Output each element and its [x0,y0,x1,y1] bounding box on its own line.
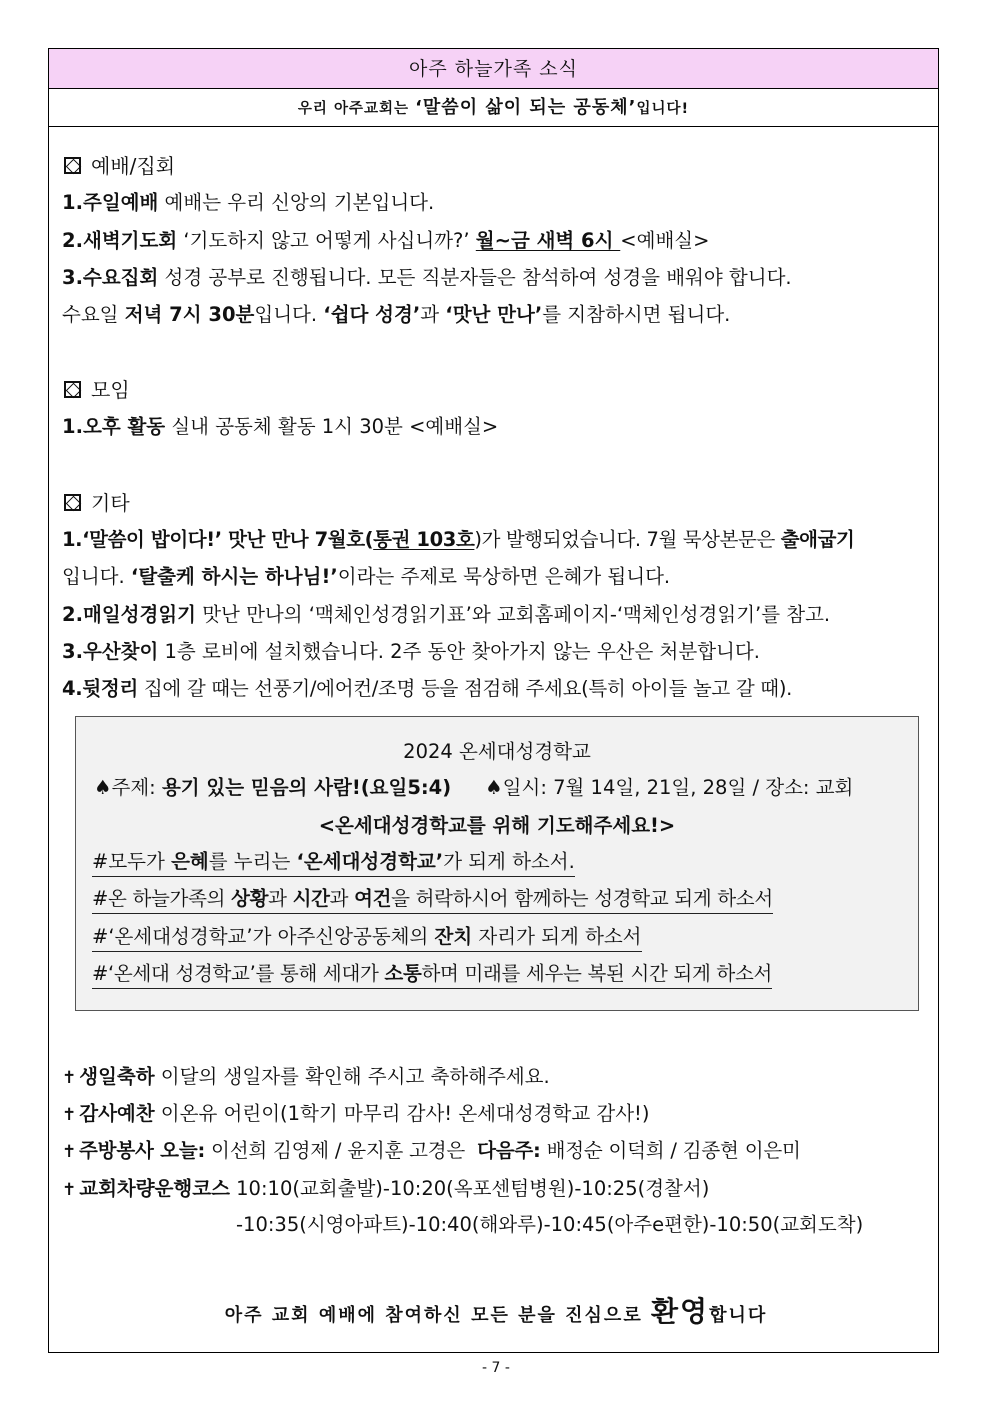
section-marker-icon [64,157,81,174]
book-name: 출애굽기 [780,528,855,551]
notice-text: 이달의 생일자를 확인해 주시고 축하해주세요. [154,1065,550,1088]
cross-icon: ✝ [62,1180,77,1200]
prayer-keyword: ‘온세대성경학교’ [296,850,444,873]
item-text: ‘기도하지 않고 어떻게 사십니까?’ [177,229,476,252]
text-part: 을 허락하시어 함께하는 성경학교 되게 하소서 [391,887,773,910]
prayer-keyword: 여건 [354,887,392,910]
prayer-keyword: 은혜 [171,850,209,873]
item-text: 맛난 만나의 ‘맥체인성경읽기표’와 교회홈페이지-‘맥체인성경읽기’를 참고. [196,603,831,626]
section-heading-label: 예배/집회 [91,154,176,178]
item-text: 1층 로비에 설치했습니다. 2주 동안 찾아가지 않는 우산은 처분합니다. [158,640,760,663]
item-text: 집에 갈 때는 선풍기/에어컨/조명 등을 점검해 주세요(특히 아이들 놀고 갈 때). [138,677,793,700]
etc-item-umbrella [62,638,760,666]
theme-label: ♠주제: [94,776,162,799]
prayer-keyword: 상황 [231,887,269,910]
item-text: 성경 공부로 진행됩니다. 모든 직분자들은 참석하여 성경을 배워야 합니다. [158,266,792,289]
item-label: 4.뒷정리 [62,677,138,700]
item-label: 2.새벽기도회 [62,229,178,252]
gathering-item-afternoon [62,413,498,441]
worship-item-wednesday [62,264,792,292]
text-part: #‘온세대 성경학교’를 통해 세대가 [92,962,385,985]
notice-label: 교회차량운행코스 [79,1177,230,1200]
text-part: #‘온세대성경학교’가 아주신앙공동체의 [92,925,435,948]
prayer-item [92,923,642,952]
church-motto [49,89,938,127]
text-part: 이라는 주제로 묵상하면 은혜가 됩니다. [337,565,671,588]
item-location: <예배실> [620,229,710,252]
notice-label: 생일축하 [79,1065,155,1088]
bible-school-info [76,774,918,802]
notice-birthday [62,1063,550,1092]
meditation-theme: ‘탈출케 하시는 하나님!’ [130,565,338,588]
item-label: 3.수요집회 [62,266,159,289]
text-part: 과 [329,887,355,910]
closing-welcome [0,1290,992,1330]
section-marker-icon [64,381,81,398]
text-part: 가 되게 하소서. [443,850,575,873]
worship-item-dawn [62,227,709,255]
notice-label: 다음주: [477,1139,541,1162]
text-part: 입니다. [254,303,324,326]
newsletter-title: 아주 하늘가족 소식 [49,49,938,89]
notice-label: 주방봉사 오늘: [79,1139,206,1162]
closing-text: 합니다 [709,1305,768,1326]
text-part: 를 누리는 [208,850,297,873]
text-part: 과 [268,887,293,910]
notice-text: 배정순 이덕희 / 김종현 이은미 [540,1139,801,1162]
closing-text: 아주 교회 예배에 참여하신 모든 분을 진심으로 [224,1305,651,1326]
dawn-schedule: 월~금 새벽 6시 [475,229,621,252]
prayer-keyword: 잔치 [434,925,473,948]
section-heading-worship [62,152,175,180]
cross-icon: ✝ [62,1105,77,1125]
prayer-keyword: 소통 [384,962,422,985]
text-part: #온 하늘가족의 [92,887,232,910]
text-part: #모두가 [92,850,172,873]
notice-text: 이온유 어린이(1학기 마무리 감사! 온세대성경학교 감사!) [154,1102,650,1125]
text-part: 수요일 [62,303,125,326]
notice-text: 10:10(교회출발)-10:20(옥포센텀병원)-10:25(경찰서) [229,1177,710,1200]
worship-item-sunday [62,189,434,217]
notice-label: 감사예찬 [79,1102,155,1125]
item-label: 3.우산찾이 [62,640,159,663]
item-label: 1.‘말씀이 밥이다!’ 맛난 만나 7월호( [62,528,374,551]
closing-emphasis: 환영 [650,1295,710,1328]
cross-icon: ✝ [62,1068,77,1088]
notice-thanks [62,1100,649,1129]
text-part: 과 [420,303,446,326]
item-text: )가 발행되었습니다. 7월 묵상본문은 [474,528,781,551]
item-text: 실내 공동체 활동 1시 30분 <예배실> [165,415,499,438]
wednesday-time: 저녁 7시 30분 [124,303,255,326]
motto-main: ‘말씀이 삶이 되는 공동체’ [415,97,637,118]
issue-volume: 통권 103호 [373,528,475,551]
prayer-item [92,848,575,877]
bible-school-theme: 용기 있는 믿음의 사람!(요일5:4) [161,776,452,799]
section-marker-icon [64,494,81,511]
section-heading-label: 기타 [91,491,130,515]
section-heading-gathering [62,376,130,404]
item-label: 2.매일성경읽기 [62,603,196,626]
text-part: 입니다. [62,565,131,588]
bible-school-date: ♠일시: 7월 14일, 21일, 28일 / 장소: 교회 [485,776,854,799]
item-label: 1.오후 활동 [62,415,166,438]
notice-kitchen [62,1137,801,1166]
etc-item-manna-cont [62,563,670,591]
item-label: 1.주일예배 [62,191,159,214]
motto-suffix: 입니다! [636,101,690,117]
book-title: ‘쉽다 성경’ [323,303,421,326]
bible-school-title: 2024 온세대성경학교 [403,740,591,763]
item-text: 예배는 우리 신앙의 기본입니다. [158,191,435,214]
etc-item-bible-reading [62,601,830,629]
page-number: - 7 - [482,1360,510,1376]
etc-item-manna [62,526,854,554]
motto-prefix: 우리 아주교회는 [297,101,416,117]
text-part: 를 지참하시면 됩니다. [542,303,731,326]
prayer-keyword: 시간 [292,887,330,910]
prayer-item [92,885,773,914]
etc-item-cleanup [62,675,792,703]
cross-icon: ✝ [62,1142,77,1162]
worship-item-wednesday-detail [62,301,730,329]
notice-shuttle-cont: -10:35(시영아파트)-10:40(해와루)-10:45(아주e편한)-10:50(교회도착) [236,1213,864,1236]
text-part: 하며 미래를 세우는 복된 시간 되게 하소서 [421,962,773,985]
prayer-request-title: <온세대성경학교를 위해 기도해주세요!> [318,814,676,837]
section-heading-etc [62,489,130,517]
section-heading-label: 모임 [91,378,130,402]
prayer-item [92,960,772,989]
notice-text: 이선희 김영제 / 윤지훈 고경은 [205,1139,472,1162]
book-title: ‘맛난 만나’ [445,303,543,326]
text-part: 자리가 되게 하소서 [472,925,642,948]
notice-shuttle [62,1175,709,1204]
